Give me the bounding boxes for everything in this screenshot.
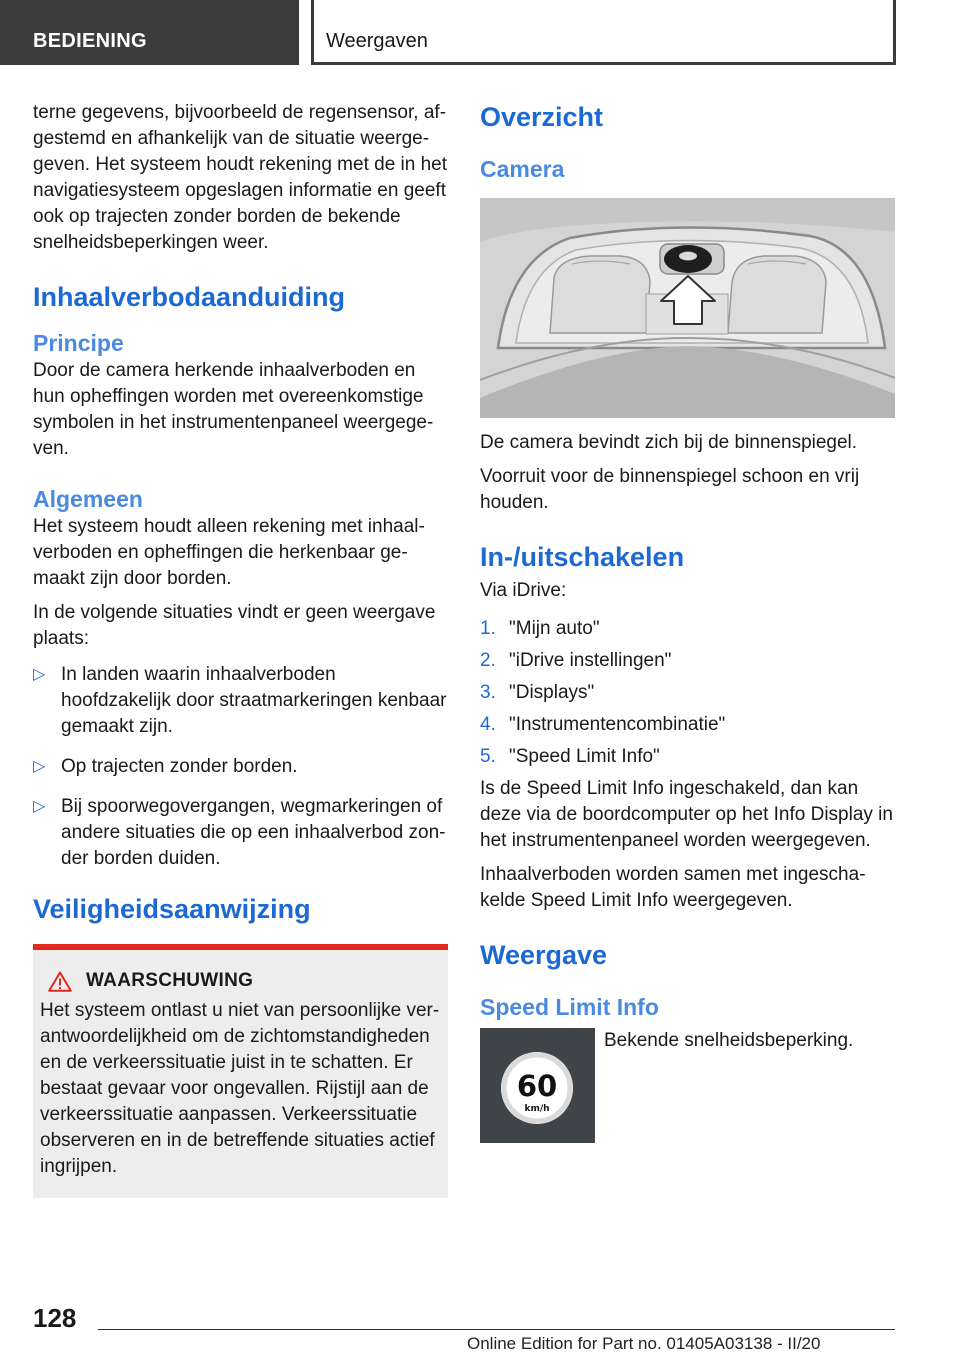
steps-list xyxy=(480,616,895,770)
triangle-bullet-icon: ▷ xyxy=(33,798,46,815)
camera-paragraph-1: De camera bevindt zich bij de binnenspiegel. xyxy=(480,432,858,453)
left-column xyxy=(33,100,448,1198)
warning-header xyxy=(40,970,440,992)
inuit-paragraph-2: Inhaalverboden worden samen met ingeschakelde Speed Limit Info weergegeven. xyxy=(480,864,866,911)
warning-box xyxy=(33,944,448,1198)
algemeen-paragraph-2: In de volgende situaties vindt er geen weergave plaats: xyxy=(33,602,436,649)
footer-edition: Online Edition for Part no. 01405A03138 - II/20 xyxy=(467,1334,821,1353)
heading-weergave: Weergave xyxy=(480,940,608,970)
heading-inhaalverbod: Inhaalverbodaanduiding xyxy=(33,282,346,312)
heading-principe: Principe xyxy=(33,330,124,356)
via-idrive: Via iDrive: xyxy=(480,580,567,601)
triangle-bullet-icon: ▷ xyxy=(33,758,46,775)
list-item: 2. "iDrive instellingen" xyxy=(480,650,672,671)
car-interior-image xyxy=(480,198,895,418)
speed-sign-unit: km/h xyxy=(524,1104,550,1114)
heading-algemeen: Algemeen xyxy=(33,486,143,512)
warning-text: Het systeem ontlast u niet van persoonlijke verantwoordelijkheid om de zichtomstandigheden en de verkeerssituatie juist in te schatten. Er bestaat gevaar voor ongevallen. Rijstijl aan de verkeerssituatie aanpassen. Verkeerssituatie observeren en in de betreffende situaties actief ingrijpen. xyxy=(40,1000,440,1177)
triangle-bullet-icon: ▷ xyxy=(33,666,46,683)
bullet-list xyxy=(33,662,448,872)
speed-limit-text: Bekende snelheidsbeperking. xyxy=(604,1030,854,1051)
heading-camera: Camera xyxy=(480,156,565,182)
warning-triangle-icon xyxy=(48,971,72,992)
chapter-title: Weergaven xyxy=(326,30,428,52)
camera-location-illustration xyxy=(480,198,895,418)
list-item: ▷ Bij spoorwegovergangen, wegmarkeringen of andere situaties die op een inhaalverbod zonder borden duiden. xyxy=(33,796,446,869)
footer-divider xyxy=(98,1329,895,1330)
speed-sign-value: 60 xyxy=(516,1069,558,1103)
heading-in-uitschakelen: In-/uitschakelen xyxy=(480,542,685,572)
page-number: 128 xyxy=(33,1303,77,1333)
list-item: 1. "Mijn auto" xyxy=(480,618,600,639)
section-tab xyxy=(0,0,299,65)
heading-veiligheid: Veiligheidsaanwijzing xyxy=(33,894,311,924)
chapter-tab xyxy=(311,0,896,65)
right-column xyxy=(480,100,895,1143)
list-item: 4. "Instrumentencombinatie" xyxy=(480,714,726,735)
speed-limit-row xyxy=(480,1028,895,1143)
inuit-paragraph-1: Is de Speed Limit Info ingeschakeld, dan kan deze via de boordcomputer op het Info Display in het instrumentenpaneel worden weergegeven. xyxy=(480,778,893,851)
camera-paragraph-2: Voorruit voor de binnenspiegel schoon en vrij houden. xyxy=(480,466,860,513)
list-item: 3. "Displays" xyxy=(480,682,595,703)
principe-paragraph: Door de camera herkende inhaalverboden en hun opheffingen worden met overeenkomstige symbolen in het instrumentenpaneel weergegeven. xyxy=(33,360,434,459)
speed-limit-display xyxy=(480,1028,595,1143)
list-item: ▷ Op trajecten zonder borden. xyxy=(33,754,448,780)
intro-paragraph: terne gegevens, bijvoorbeeld de regensensor, afgestemd en afhankelijk van de situatie weergegeven. Het systeem houdt rekening met de in het navigatiesysteem opgeslagen informatie en geeft ook op trajecten zonder borden de bekende snelheidsbeperkingen weer. xyxy=(33,102,448,253)
list-item: 5. "Speed Limit Info" xyxy=(480,746,660,767)
heading-speed-limit-info: Speed Limit Info xyxy=(480,994,659,1020)
list-item: ▷ In landen waarin inhaalverboden hoofdzakelijk door straatmarkeringen kenbaar gemaakt zijn. xyxy=(33,664,447,737)
section-title: BEDIENING xyxy=(33,30,147,52)
heading-overzicht: Overzicht xyxy=(480,102,604,132)
algemeen-paragraph-1: Het systeem houdt alleen rekening met inhaalverboden en opheffingen die herkenbaar gemaakt zijn door borden. xyxy=(33,516,425,589)
speed-sign-icon xyxy=(480,1028,595,1143)
warning-title: WAARSCHUWING xyxy=(86,970,254,991)
